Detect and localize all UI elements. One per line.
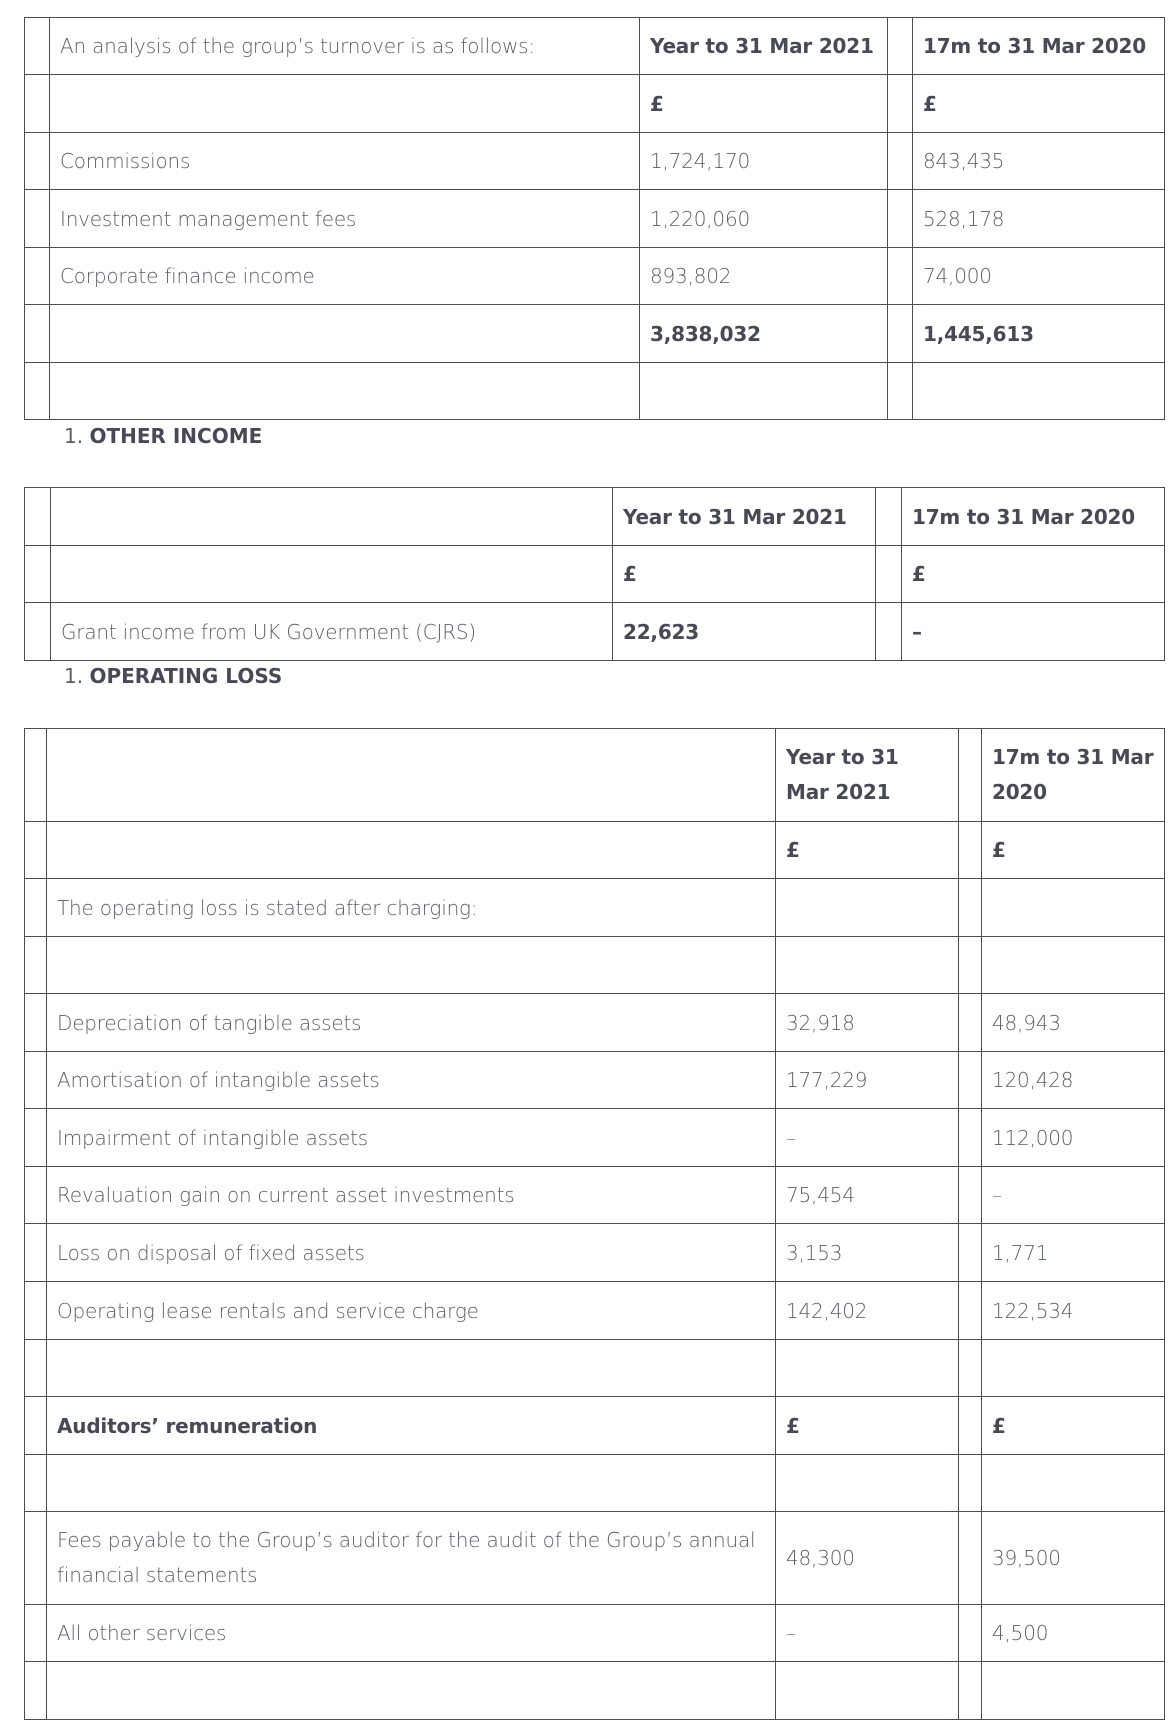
value-2021: 1,220,060 <box>640 190 888 248</box>
currency-2020: £ <box>902 546 1165 603</box>
value-2020: 122,534 <box>982 1282 1165 1340</box>
table-row <box>25 1167 1165 1224</box>
operating-loss-table <box>24 728 1165 1720</box>
value-2020: 48,943 <box>982 994 1165 1052</box>
row-label: All other services <box>47 1605 776 1662</box>
table-row <box>25 248 1165 305</box>
value-2021: 22,623 <box>613 603 876 661</box>
table-row <box>25 1109 1165 1167</box>
row-label: Grant income from UK Government (CJRS) <box>51 603 613 661</box>
table-row <box>25 1224 1165 1282</box>
row-label: Loss on disposal of fixed assets <box>47 1224 776 1282</box>
row-label: Depreciation of tangible assets <box>47 994 776 1052</box>
value-2021: 1,724,170 <box>640 133 888 190</box>
column-header-2020: 17m to 31 Mar 2020 <box>913 18 1165 75</box>
spacer-cell <box>25 18 50 75</box>
value-2021: 75,454 <box>776 1167 959 1224</box>
empty-row <box>25 1455 1165 1512</box>
value-2021: 893,802 <box>640 248 888 305</box>
value-2020: 112,000 <box>982 1109 1165 1167</box>
heading-number: 1. <box>64 424 84 448</box>
value-2020: 1,771 <box>982 1224 1165 1282</box>
value-2021: 177,229 <box>776 1052 959 1109</box>
row-label: Commissions <box>50 133 640 190</box>
total-row <box>25 305 1165 363</box>
heading-title: OPERATING LOSS <box>89 664 283 688</box>
currency-2021: £ <box>776 1397 959 1455</box>
turnover-table <box>24 17 1165 420</box>
value-2021: 48,300 <box>776 1512 959 1605</box>
value-2020: 528,178 <box>913 190 1165 248</box>
table-row <box>25 1512 1165 1605</box>
table-row <box>25 603 1165 661</box>
currency-2021: £ <box>776 822 959 879</box>
other-income-table <box>24 487 1165 661</box>
column-header-2021: Year to 31 Mar 2021 <box>640 18 888 75</box>
row-label: Operating lease rentals and service charge <box>47 1282 776 1340</box>
empty-row <box>25 1340 1165 1397</box>
row-label: Impairment of intangible assets <box>47 1109 776 1167</box>
heading-number: 1. <box>64 664 84 688</box>
column-header-2021: Year to 31 Mar 2021 <box>776 729 959 822</box>
row-label: Fees payable to the Group’s auditor for the audit of the Group’s annual financial statements <box>47 1512 776 1605</box>
empty-row <box>25 1662 1165 1720</box>
value-2021: 3,153 <box>776 1224 959 1282</box>
row-label: Corporate finance income <box>50 248 640 305</box>
total-2020: 1,445,613 <box>913 305 1165 363</box>
row-label: Investment management fees <box>50 190 640 248</box>
column-header-2020: 17m to 31 Mar 2020 <box>902 488 1165 546</box>
currency-2021: £ <box>640 75 888 133</box>
operating-loss-intro: The operating loss is stated after charging: <box>47 879 776 937</box>
empty-row <box>25 363 1165 420</box>
column-header-2020: 17m to 31 Mar 2020 <box>982 729 1165 822</box>
section-heading-operating-loss <box>64 664 282 688</box>
value-2020: 120,428 <box>982 1052 1165 1109</box>
total-2021: 3,838,032 <box>640 305 888 363</box>
turnover-intro: An analysis of the group’s turnover is as follows: <box>50 18 640 75</box>
currency-2020: £ <box>982 1397 1165 1455</box>
spacer-cell <box>888 18 913 75</box>
value-2020: 39,500 <box>982 1512 1165 1605</box>
currency-row <box>25 75 1165 133</box>
section-heading-other-income <box>64 424 262 448</box>
table-row <box>25 133 1165 190</box>
value-2021: – <box>776 1109 959 1167</box>
table-row <box>25 1052 1165 1109</box>
currency-2021: £ <box>613 546 876 603</box>
currency-row <box>25 546 1165 603</box>
table-row <box>25 1282 1165 1340</box>
value-2020: 74,000 <box>913 248 1165 305</box>
row-label: Revaluation gain on current asset investments <box>47 1167 776 1224</box>
value-2021: 32,918 <box>776 994 959 1052</box>
auditors-remuneration-title: Auditors’ remuneration <box>47 1397 776 1455</box>
column-header-2021: Year to 31 Mar 2021 <box>613 488 876 546</box>
currency-2020: £ <box>982 822 1165 879</box>
empty-row <box>25 937 1165 994</box>
table-row <box>25 994 1165 1052</box>
value-2021: 142,402 <box>776 1282 959 1340</box>
currency-row <box>25 822 1165 879</box>
value-2020: – <box>982 1167 1165 1224</box>
intro-row <box>25 879 1165 937</box>
table-header-row <box>25 488 1165 546</box>
auditors-header-row <box>25 1397 1165 1455</box>
row-label: Amortisation of intangible assets <box>47 1052 776 1109</box>
heading-title: OTHER INCOME <box>89 424 263 448</box>
value-2020: 843,435 <box>913 133 1165 190</box>
value-2020: 4,500 <box>982 1605 1165 1662</box>
value-2021: – <box>776 1605 959 1662</box>
currency-2020: £ <box>913 75 1165 133</box>
table-header-row <box>25 729 1165 822</box>
table-row <box>25 190 1165 248</box>
table-row <box>25 1605 1165 1662</box>
value-2020: – <box>902 603 1165 661</box>
table-header-row <box>25 18 1165 75</box>
